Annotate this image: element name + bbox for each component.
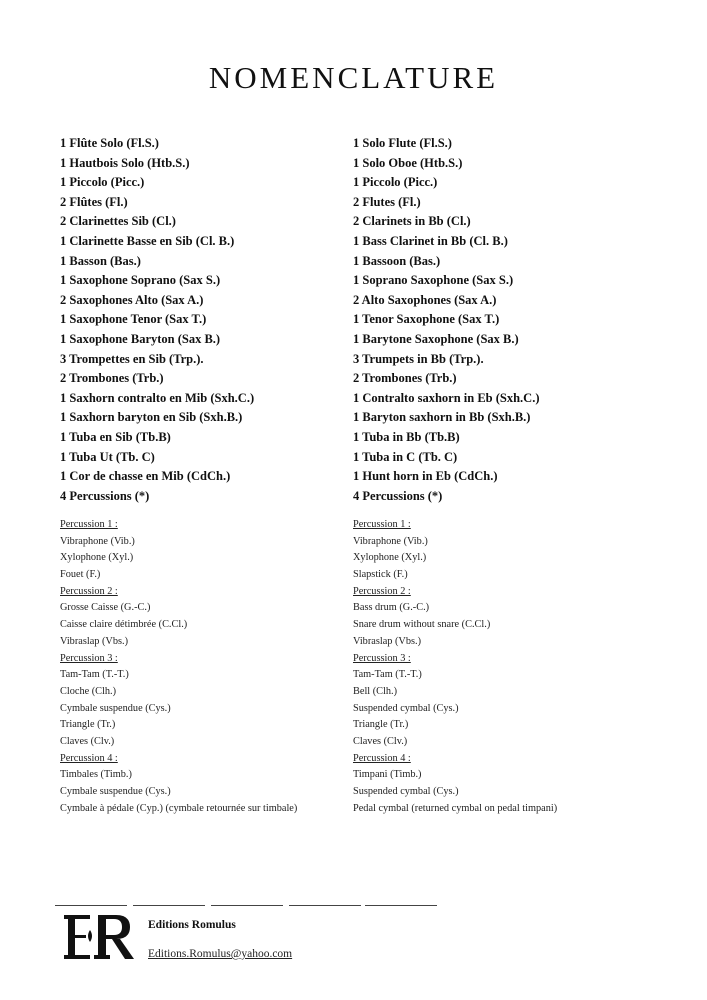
percussion-en-item: Snare drum without snare (C.Cl.): [353, 619, 491, 631]
percussion-en-item: Triangle (Tr.): [353, 719, 409, 731]
percussion-list-english: [353, 517, 557, 817]
instrument-fr-item: 1 Basson (Bas.): [60, 253, 141, 268]
instrument-en-item: 1 Baryton saxhorn in Bb (Sxh.B.): [353, 410, 531, 425]
percussion-fr-item: Tam-Tam (T.-T.): [60, 669, 129, 681]
instrument-fr-item: 1 Saxophone Baryton (Sax B.): [60, 331, 221, 346]
instrument-en-item: 2 Trombones (Trb.): [353, 371, 457, 386]
percussion-en-group-heading: Percussion 2 :: [353, 585, 411, 597]
instrument-fr-item: 1 Saxophone Soprano (Sax S.): [60, 273, 221, 288]
percussion-en-item: Vibraphone (Vib.): [353, 535, 428, 547]
percussion-en-item: Tam-Tam (T.-T.): [353, 669, 422, 681]
percussion-en-group-heading: Percussion 3 :: [353, 652, 411, 664]
percussion-fr-group-heading: Percussion 1 :: [60, 519, 118, 530]
instrument-fr-item: 1 Flûte Solo (Fl.S.): [60, 136, 159, 150]
instrument-en-item: 1 Piccolo (Picc.): [353, 175, 438, 190]
instrument-fr-item: 1 Cor de chasse en Mib (CdCh.): [60, 469, 231, 484]
page-title: NOMENCLATURE: [208, 60, 499, 95]
instrument-fr-item: 1 Tuba en Sib (Tb.B): [60, 429, 171, 444]
percussion-en-item: Slapstick (F.): [353, 569, 408, 581]
percussion-fr-item: Triangle (Tr.): [60, 719, 116, 731]
instrument-en-item: 2 Clarinets in Bb (Cl.): [353, 214, 471, 229]
percussion-fr-item: Vibraslap (Vbs.): [60, 635, 129, 647]
percussion-fr-item: Cymbale suspendue (Cys.): [60, 786, 171, 797]
percussion-fr-item: Cymbale à pédale (Cyp.) (cymbale retournée sur timbale): [60, 802, 298, 814]
instrument-en-item: 1 Hunt horn in Eb (CdCh.): [353, 469, 498, 484]
instrument-en-item: 2 Flutes (Fl.): [353, 194, 421, 209]
percussion-en-item: Bass drum (G.-C.): [353, 602, 430, 614]
percussion-en-item: Vibraslap (Vbs.): [353, 635, 422, 647]
instrument-en-item: 1 Solo Oboe (Htb.S.): [353, 155, 463, 170]
instrument-fr-item: 1 Saxhorn baryton en Sib (Sxh.B.): [60, 410, 243, 425]
percussion-en-item: Claves (Clv.): [353, 735, 408, 747]
percussion-fr-item: Cymbale suspendue (Cys.): [60, 702, 171, 714]
percussion-en-item: Suspended cymbal (Cys.): [353, 702, 459, 714]
publisher-name: Editions Romulus: [148, 919, 236, 931]
percussion-fr-item: Timbales (Timb.): [60, 769, 132, 781]
instrument-list-french: [60, 134, 254, 506]
instrument-en-item: 1 Tenor Saxophone (Sax T.): [353, 312, 500, 327]
instrument-fr-item: 4 Percussions (*): [60, 488, 150, 503]
instrument-fr-item: 1 Tuba Ut (Tb. C): [60, 449, 155, 464]
instrument-fr-item: 1 Saxophone Tenor (Sax T.): [60, 312, 207, 327]
instrument-list-english: [353, 134, 540, 506]
instrument-fr-item: 3 Trompettes en Sib (Trp.).: [60, 351, 204, 366]
instrument-en-item: 1 Tuba in Bb (Tb.B): [353, 429, 460, 444]
percussion-fr-item: Cloche (Clh.): [60, 685, 117, 697]
percussion-en-item: Suspended cymbal (Cys.): [353, 786, 459, 797]
instrument-en-item: 3 Trumpets in Bb (Trp.).: [353, 351, 484, 366]
instrument-en-item: 1 Bass Clarinet in Bb (Cl. B.): [353, 233, 508, 248]
footer-rule: [55, 905, 437, 907]
percussion-fr-item: Grosse Caisse (G.-C.): [60, 602, 151, 614]
instrument-en-item: 4 Percussions (*): [353, 488, 443, 503]
instrument-fr-item: 2 Trombones (Trb.): [60, 371, 164, 386]
percussion-fr-item: Fouet (F.): [60, 569, 101, 581]
percussion-fr-group-heading: Percussion 4 :: [60, 752, 118, 764]
percussion-fr-group-heading: Percussion 3 :: [60, 652, 118, 664]
instrument-en-item: 1 Solo Flute (Fl.S.): [353, 136, 452, 150]
instrument-en-item: 1 Soprano Saxophone (Sax S.): [353, 273, 514, 288]
instrument-fr-item: 1 Hautbois Solo (Htb.S.): [60, 155, 190, 170]
instrument-en-item: 2 Alto Saxophones (Sax A.): [353, 292, 497, 307]
percussion-list-french: [60, 517, 297, 817]
instrument-fr-item: 1 Saxhorn contralto en Mib (Sxh.C.): [60, 390, 255, 405]
instrument-fr-item: 1 Clarinette Basse en Sib (Cl. B.): [60, 233, 235, 248]
percussion-fr-group-heading: Percussion 2 :: [60, 585, 118, 597]
instrument-en-item: 1 Barytone Saxophone (Sax B.): [353, 331, 519, 346]
instrument-fr-item: 1 Piccolo (Picc.): [60, 175, 145, 190]
percussion-fr-item: Xylophone (Xyl.): [60, 552, 134, 564]
percussion-en-item: Timpani (Timb.): [353, 769, 422, 781]
percussion-fr-item: Claves (Clv.): [60, 735, 115, 747]
percussion-en-item: Pedal cymbal (returned cymbal on pedal timpani): [353, 802, 558, 814]
percussion-en-group-heading: Percussion 1 :: [353, 519, 411, 530]
percussion-en-item: Xylophone (Xyl.): [353, 552, 427, 564]
percussion-fr-item: Caisse claire détimbrée (C.Cl.): [60, 619, 188, 631]
editions-romulus-logo: [64, 912, 136, 962]
instrument-fr-item: 2 Clarinettes Sib (Cl.): [60, 214, 176, 229]
publisher-email-link[interactable]: Editions.Romulus@yahoo.com: [148, 948, 293, 960]
instrument-en-item: 1 Tuba in C (Tb. C): [353, 449, 458, 464]
instrument-en-item: 1 Bassoon (Bas.): [353, 253, 441, 268]
percussion-en-item: Bell (Clh.): [353, 685, 398, 697]
instrument-en-item: 1 Contralto saxhorn in Eb (Sxh.C.): [353, 390, 540, 405]
instrument-fr-item: 2 Flûtes (Fl.): [60, 194, 128, 209]
percussion-en-group-heading: Percussion 4 :: [353, 752, 411, 764]
instrument-fr-item: 2 Saxophones Alto (Sax A.): [60, 292, 204, 307]
percussion-fr-item: Vibraphone (Vib.): [60, 535, 135, 547]
